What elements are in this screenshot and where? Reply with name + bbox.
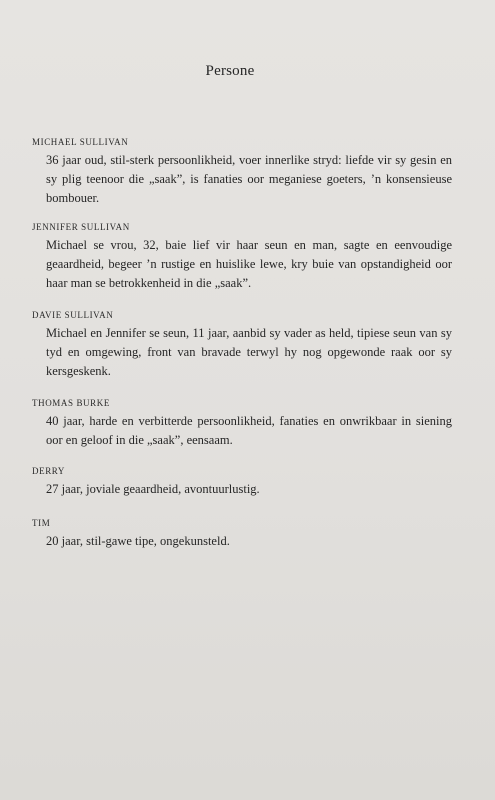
- character-name: TIM: [32, 518, 51, 528]
- character-name: MICHAEL SULLIVAN: [32, 137, 129, 147]
- character-description: Michael se vrou, 32, baie lief vir haar seun en man, sagte en eenvoudige geaardheid, begeer ’n rustige en huislike lewe, kry buie van opstandigheid oor haar man se betrokkenheid in die „saak”.: [46, 238, 452, 290]
- character-description: 20 jaar, stil-gawe tipe, ongekunsteld.: [46, 534, 230, 548]
- character-entry-jennifer: [32, 222, 452, 293]
- character-entry-derry: [32, 466, 452, 499]
- character-entry-thomas: [32, 398, 452, 450]
- character-entry-michael: [32, 137, 452, 208]
- character-description: Michael en Jennifer se seun, 11 jaar, aanbid sy vader as held, tipiese seun van sy tyd en omgewing, front van bravade terwyl hy nog opgewonde raak oor sy kersgeskenk.: [46, 326, 452, 378]
- character-description: 40 jaar, harde en verbitterde persoonlikheid, fanaties en onwrikbaar in siening oor en geloof in die „saak”, eensaam.: [46, 414, 452, 447]
- character-name: DERRY: [32, 466, 66, 476]
- character-entry-davie: [32, 310, 452, 381]
- character-entry-tim: [32, 518, 452, 551]
- character-description: 36 jaar oud, stil-sterk persoonlikheid, voer innerlike stryd: liefde vir sy gesin en sy plig teenoor die „saak”, is fanaties oor meganiese goeters, ’n konsensieuse bombouer.: [46, 153, 452, 205]
- character-name: JENNIFER SULLIVAN: [32, 222, 130, 232]
- character-name: THOMAS BURKE: [32, 398, 110, 408]
- character-description: 27 jaar, joviale geaardheid, avontuurlustig.: [46, 482, 260, 496]
- character-name: DAVIE SULLIVAN: [32, 310, 114, 320]
- page-title: Persone: [205, 63, 255, 79]
